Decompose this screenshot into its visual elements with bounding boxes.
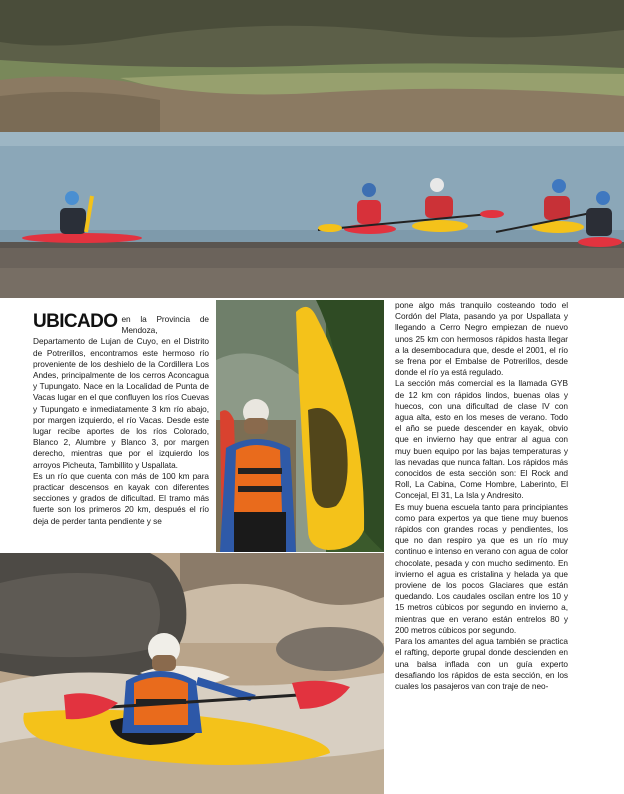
paragraph: Es un río que cuenta con más de 100 km para practicar descensos en kayak con diferentes secciones y grados de dificultad. El tramo más fuerte son los primeros 20 km, después el río deja de perder tanta pendiente y se bbox=[33, 470, 209, 526]
kayaker-portrait-photo bbox=[216, 300, 384, 552]
article-left-column bbox=[33, 311, 209, 527]
lead-text: en la Provincia de Mendoza, Departamento de Lujan de Cuyo, en el Distrito de Potrerillos, encontramos este hermoso río proveniente de los deshielo de la Cordillera Los Andes, principalmente de los cerros Aconcagua y Tupungato. Nace en la Localidad de Punta de Vacas lugar en el que confluyen los ríos Cuevas y Tupungato e inmediatamente 3 km río abajo, por margen izquierdo, el río Vacas. Desde este lugar recibe aportes de los ríos Colorado, Blanco 2, Alumbre y Blanco 3, por margen derecho, mientras que por el izquierdo los arroyos Picheuta, Tambillito y Uspallata. bbox=[33, 314, 209, 470]
lake-kayakers-photo bbox=[0, 0, 624, 298]
paragraph: Para los amantes del agua también se practica el rafting, deporte grupal donde descienden en una balsa inflada con un guía experto desafiando los rápidos de esta sección, en los cuales los pasajeros van con traje de neo- bbox=[395, 636, 568, 691]
paragraph: La sección más comercial es la llamada GYB de 12 km con rápidos lindos, buenas olas y huecos, con una dificultad de clase IV con agua alta, esto en los meses de verano. Todo el año se puede descender en kayak, obvio que en invierno hay que entrar al agua con muy buen equipo por las bajas temperaturas y las nevadas que nunca faltan. Los rápidos más conocidos de esta sección son: El Rock and Roll, La Cabina, Come Hombre, Laberinto, El Concejal, El 31, La Isla y Andresito. bbox=[395, 378, 568, 501]
lead-paragraph bbox=[33, 311, 209, 471]
lead-word: UBICADO bbox=[33, 311, 118, 332]
paragraph: Es muy buena escuela tanto para principiantes como para expertos ya que tiene muy buenos rápidos con grandes rocas y pendientes, los que no dan respiro ya que es un río muy continuo e intenso en verano con agua de color chocolate, pesada y con mucho sedimento. En invierno el agua es cristalina y helada ya que proviene de los pocos Glaciares que están quedando. Los caudales oscilan entre los 10 y 15 metros cúbicos por segundo en invierno a, mientras que en verano están entrelos 80 y 200 metros cúbicos por segundo. bbox=[395, 501, 568, 635]
paragraph: pone algo más tranquilo costeando todo el Cordón del Plata, pasando ya por Uspallata y llegando a Cerro Negro empiezan de nuevo unos 25 km con hermosos rápidos hasta llegar a la desembocadura que, desde el 2001, el río se frena por el Embalse de Potrerillos, desde donde el río ya está regulado. bbox=[395, 300, 568, 378]
whitewater-kayaker-photo bbox=[0, 553, 384, 794]
article-right-column bbox=[395, 300, 568, 692]
